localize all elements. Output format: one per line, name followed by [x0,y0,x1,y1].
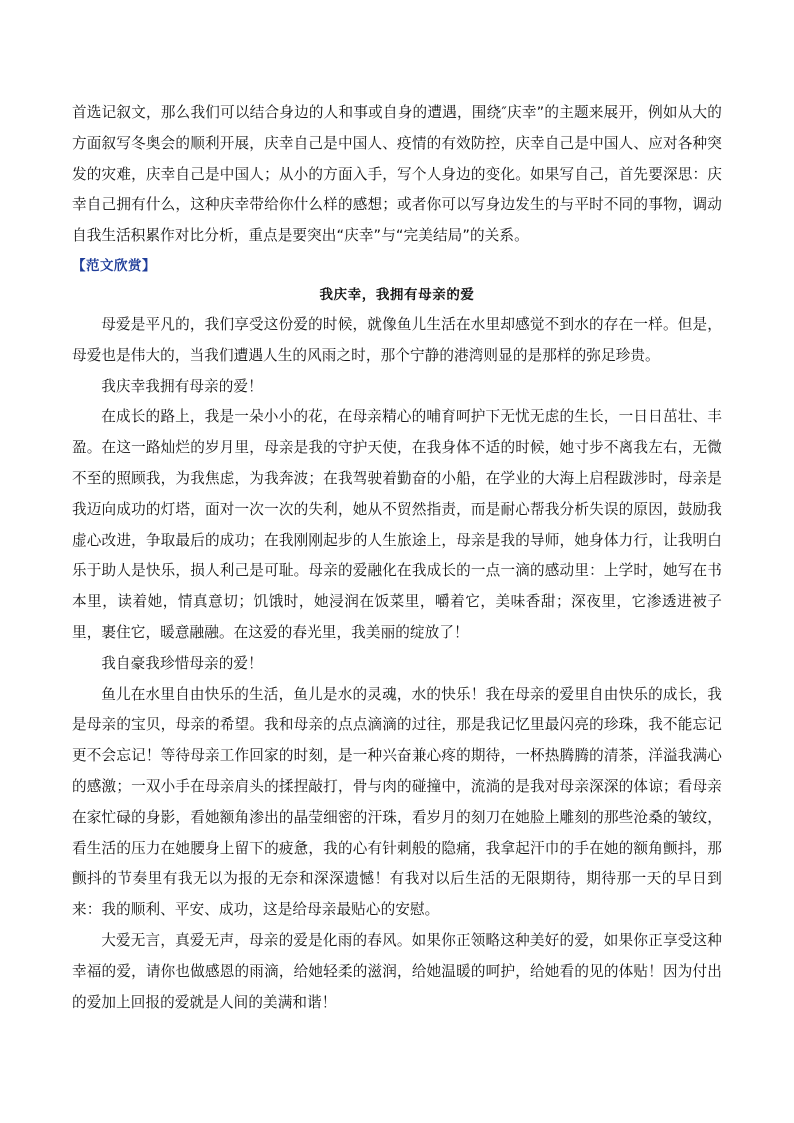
essay-paragraph-5: 鱼儿在水里自由快乐的生活，鱼儿是水的灵魂，水的快乐！我在母亲的爱里自由快乐的成长，我是母亲的宝贝，母亲的希望。我和母亲的点点滴滴的过往，那是我记忆里最闪亮的珍珠，我不能忘记更不会忘记！等待母亲工作回家的时刻，是一种兴奋兼心疼的期待，一杯热腾腾的清茶，洋溢我满心的感激；一双小手在母亲肩头的揉捏敲打，骨与肉的碰撞中，流淌的是我对母亲深深的体谅；看母亲在家忙碌的身影，看她额角渗出的晶莹细密的汗珠，看岁月的刻刀在她脸上雕刻的那些沧桑的皱纹，看生活的压力在她腰身上留下的疲惫，我的心有针刺般的隐痛，我拿起汗巾的手在她的额角颤抖，那颤抖的节奏里有我无以为报的无奈和深深遗憾！有我对以后生活的无限期待，期待那一天的早日到来：我的顺利、平安、成功，这是给母亲最贴心的安慰。 [72,685,722,919]
essay-paragraph-3: 在成长的路上，我是一朵小小的花，在母亲精心的哺育呵护下无忧无虑的生长，一日日茁壮、丰盈。在这一路灿烂的岁月里，母亲是我的守护天使，在我身体不适的时候，她寸步不离我左右，无微不至的照顾我，为我焦虑，为我奔波；在我驾驶着勤奋的小船，在学业的大海上启程跋涉时，母亲是我迈向成功的灯塔，面对一次一次的失利，她从不贸然指责，而是耐心帮我分析失误的原因，鼓励我虚心改进，争取最后的成功；在我刚刚起步的人生旅途上，母亲是我的导师，她身体力行，让我明白乐于助人是快乐，损人利己是可耻。母亲的爱融化在我成长的一点一滴的感动里：上学时，她写在书本里，读着她，情真意切；饥饿时，她浸润在饭菜里，嚼着它，美味香甜；深夜里，它渗透进被子里，裹住它，暖意融融。在这爱的春光里，我美丽的绽放了！ [72,408,722,641]
essay-paragraph-4: 我自豪我珍惜母亲的爱！ [101,654,263,672]
essay-paragraph-1: 母爱是平凡的，我们享受这份爱的时候，就像鱼儿生活在水里却感觉不到水的存在一样。但是，母爱也是伟大的，当我们遭遇人生的风雨之时，那个宁静的港湾则显的是那样的弥足珍贵。 [72,315,722,364]
essay-paragraph-2: 我庆幸我拥有母亲的爱！ [101,377,263,395]
document-page [72,98,722,1018]
essay-title: 我庆幸，我拥有母亲的爱 [319,286,475,303]
essay-paragraph-6: 大爱无言，真爱无声，母亲的爱是化雨的春风。如果你正领略这种美好的爱，如果你正享受这种幸福的爱，请你也做感恩的雨滴，给她轻柔的滋润，给她温暖的呵护，给她看的见的体贴！因为付出的爱加上回报的爱就是人间的美满和谐！ [72,931,722,1011]
section-label-model-essay: 【范文欣赏】 [72,257,156,274]
intro-paragraph: 首选记叙文，那么我们可以结合身边的人和事或自身的遭遇，围绕″庆幸”的主题来展开，例如从大的方面叙写冬奥会的顺利开展，庆幸自己是中国人、疫情的有效防控，庆幸自己是中国人、应对各种突发的灾难，庆幸自己是中国人；从小的方面入手，写个人身边的变化。如果写自己，首先要深思：庆幸自己拥有什么，这种庆幸带给你什么样的感想；或者你可以写身边发生的与平时不同的事物，调动自我生活积累作对比分析，重点是要突出“庆幸”与“完美结局”的关系。 [72,104,722,245]
